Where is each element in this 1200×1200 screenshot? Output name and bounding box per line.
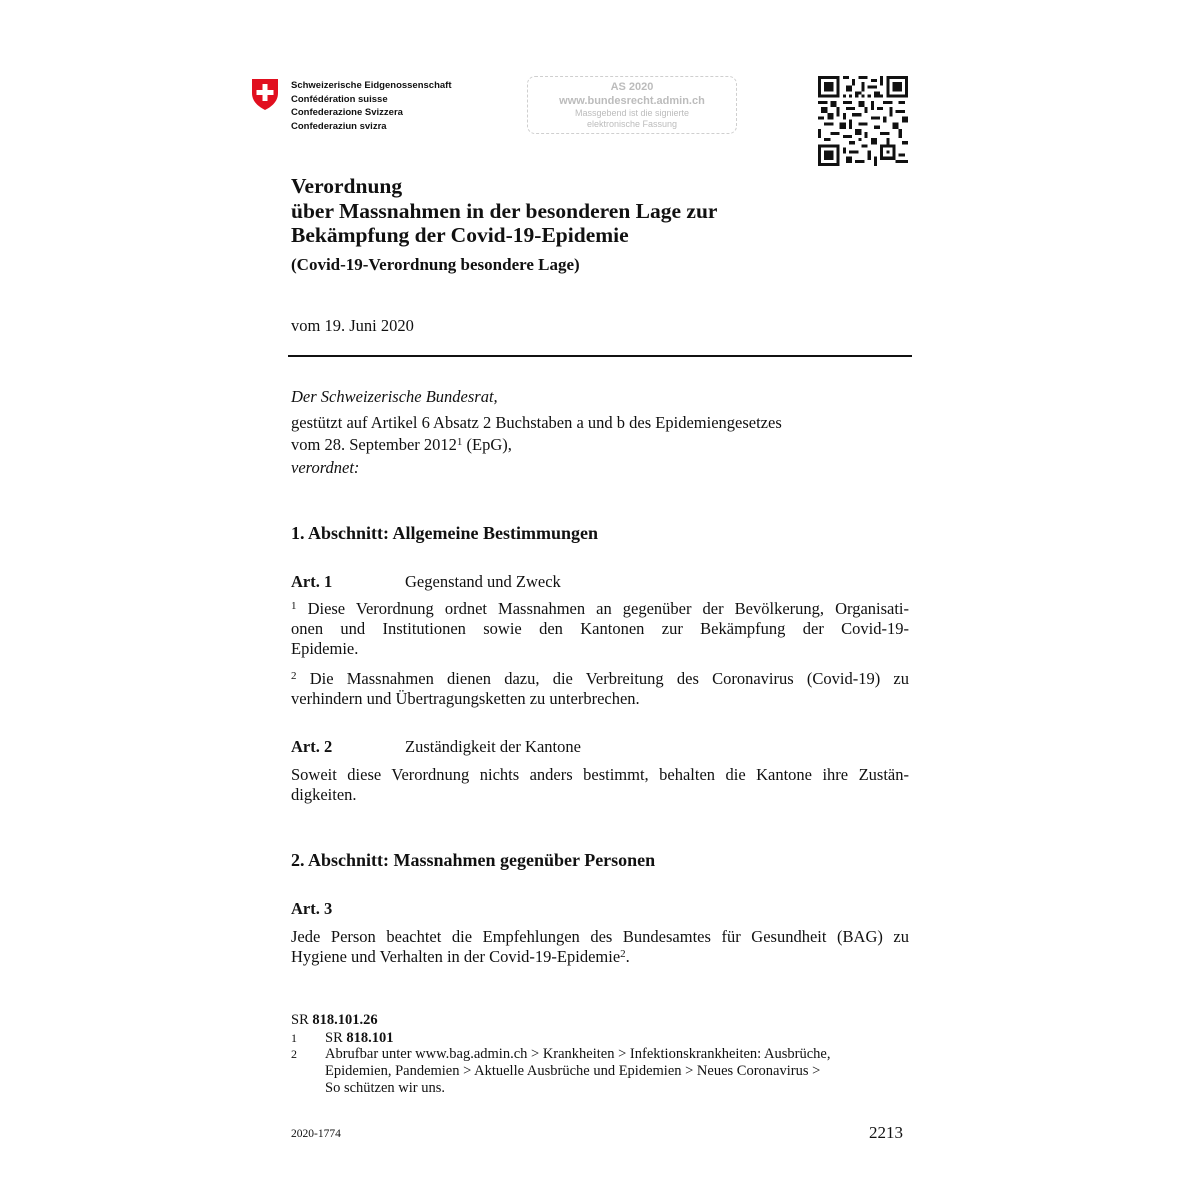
document-title [291,174,717,248]
article-2-label: Art. 2 [291,737,333,756]
paragraph-line [291,947,909,967]
title-line-3: Bekämpfung der Covid-19-Epidemie [291,223,629,247]
article-3-text [291,927,909,967]
stamp-note-1: Massgebend ist die signierte [574,108,690,118]
article-1-paragraph-2 [291,669,909,709]
article-1-label: Art. 1 [291,572,333,591]
systematic-reference [291,1011,378,1029]
paragraph-number: 1 [291,600,297,612]
paragraph-line [291,599,909,619]
issuing-authority: Der Schweizerische Bundesrat, [291,387,498,406]
article-1-title: Gegenstand und Zweck [405,572,561,591]
footnote-1-text [325,1030,394,1047]
article-1-paragraph-1 [291,599,909,659]
confederation-names [291,79,452,133]
swiss-coat-of-arms-icon [250,77,280,111]
document-number: 2020-1774 [291,1128,341,1140]
stamp-url: www.bundesrecht.admin.ch [559,95,705,107]
stamp-note-2: elektronische Fassung [586,119,678,129]
paragraph-line: digkeiten. [291,785,357,804]
paragraph-text: Diese Verordnung ordnet Massnahmen an gegenüber der Bevölkerung, Organisati- [307,599,910,618]
confederation-name-de: Schweizerische Eidgenossenschaft [291,80,452,91]
qr-code-icon [818,76,908,166]
confederation-name-it: Confederazione Svizzera [291,107,403,118]
footnote-2-number: 2 [291,1047,297,1061]
legal-basis-line-1: gestützt auf Artikel 6 Absatz 2 Buchstaben a und b des Epidemiengesetzes [291,413,782,432]
confederation-name-rm: Confederaziun svizra [291,120,387,132]
paragraph-number: 2 [291,670,297,682]
title-line-2: über Massnahmen in der besonderen Lage zur [291,198,718,223]
paragraph-line: Epidemie. [291,639,359,658]
sr-prefix: SR [291,1012,313,1028]
sr-number: 818.101.26 [312,1012,378,1028]
section-2-heading: 2. Abschnitt: Massnahmen gegenüber Personen [291,850,656,870]
paragraph-line: onen und Institutionen sowie den Kantonen zur Bekämpfung der Covid-19- [291,619,909,638]
footnote-2-line-1: Abrufbar unter www.bag.admin.ch > Krankheiten > Infektionskrankheiten: Ausbrüche, [325,1046,831,1062]
paragraph-line: Soweit diese Verordnung nichts anders bestimmt, behalten die Kantone ihre Zustän- [291,765,909,784]
legal-basis-line-2 [291,435,512,455]
footnote-1-prefix: SR [325,1030,347,1046]
footnote-2-line-3: So schützen wir uns. [325,1080,446,1096]
paragraph-text: . [625,947,630,966]
article-2-text [291,765,909,805]
article-2-title: Zuständigkeit der Kantone [405,737,581,756]
official-publication-stamp [527,76,737,134]
paragraph-line [291,669,909,689]
decree-word: verordnet: [291,458,360,477]
footnote-2-line-2: Epidemien, Pandemien > Aktuelle Ausbrüche und Epidemien > Neues Coronavirus > [325,1063,821,1079]
legal-basis-date: vom 28. September 2012 [291,435,457,454]
paragraph-line: verhindern und Übertragungsketten zu unterbrechen. [291,689,640,708]
footnote-1-number: 1 [291,1031,297,1045]
article-3-label: Art. 3 [291,899,333,918]
footnote-ref-1: 1 [456,436,463,448]
title-line-1: Verordnung [291,174,403,198]
title-divider [288,355,912,357]
paragraph-line: Jede Person beachtet die Empfehlungen des Bundesamtes für Gesundheit (BAG) zu [291,927,909,946]
footnote-ref-2: 2 [620,948,626,960]
stamp-collection: AS 2020 [610,81,654,93]
section-1-heading: 1. Abschnitt: Allgemeine Bestimmungen [291,523,599,543]
short-title: (Covid-19-Verordnung besondere Lage) [291,255,580,274]
paragraph-text: Hygiene und Verhalten in der Covid-19-Epidemie [291,947,621,966]
enactment-date: vom 19. Juni 2020 [291,316,414,335]
confederation-name-fr: Confédération suisse [291,93,388,105]
legal-basis-abbrev: (EpG), [462,435,512,454]
footnote-1-sr: 818.101 [346,1030,394,1046]
paragraph-text: Die Massnahmen dienen dazu, die Verbreitung des Coronavirus (Covid-19) zu [309,669,909,688]
page-number: 2213 [869,1123,903,1142]
